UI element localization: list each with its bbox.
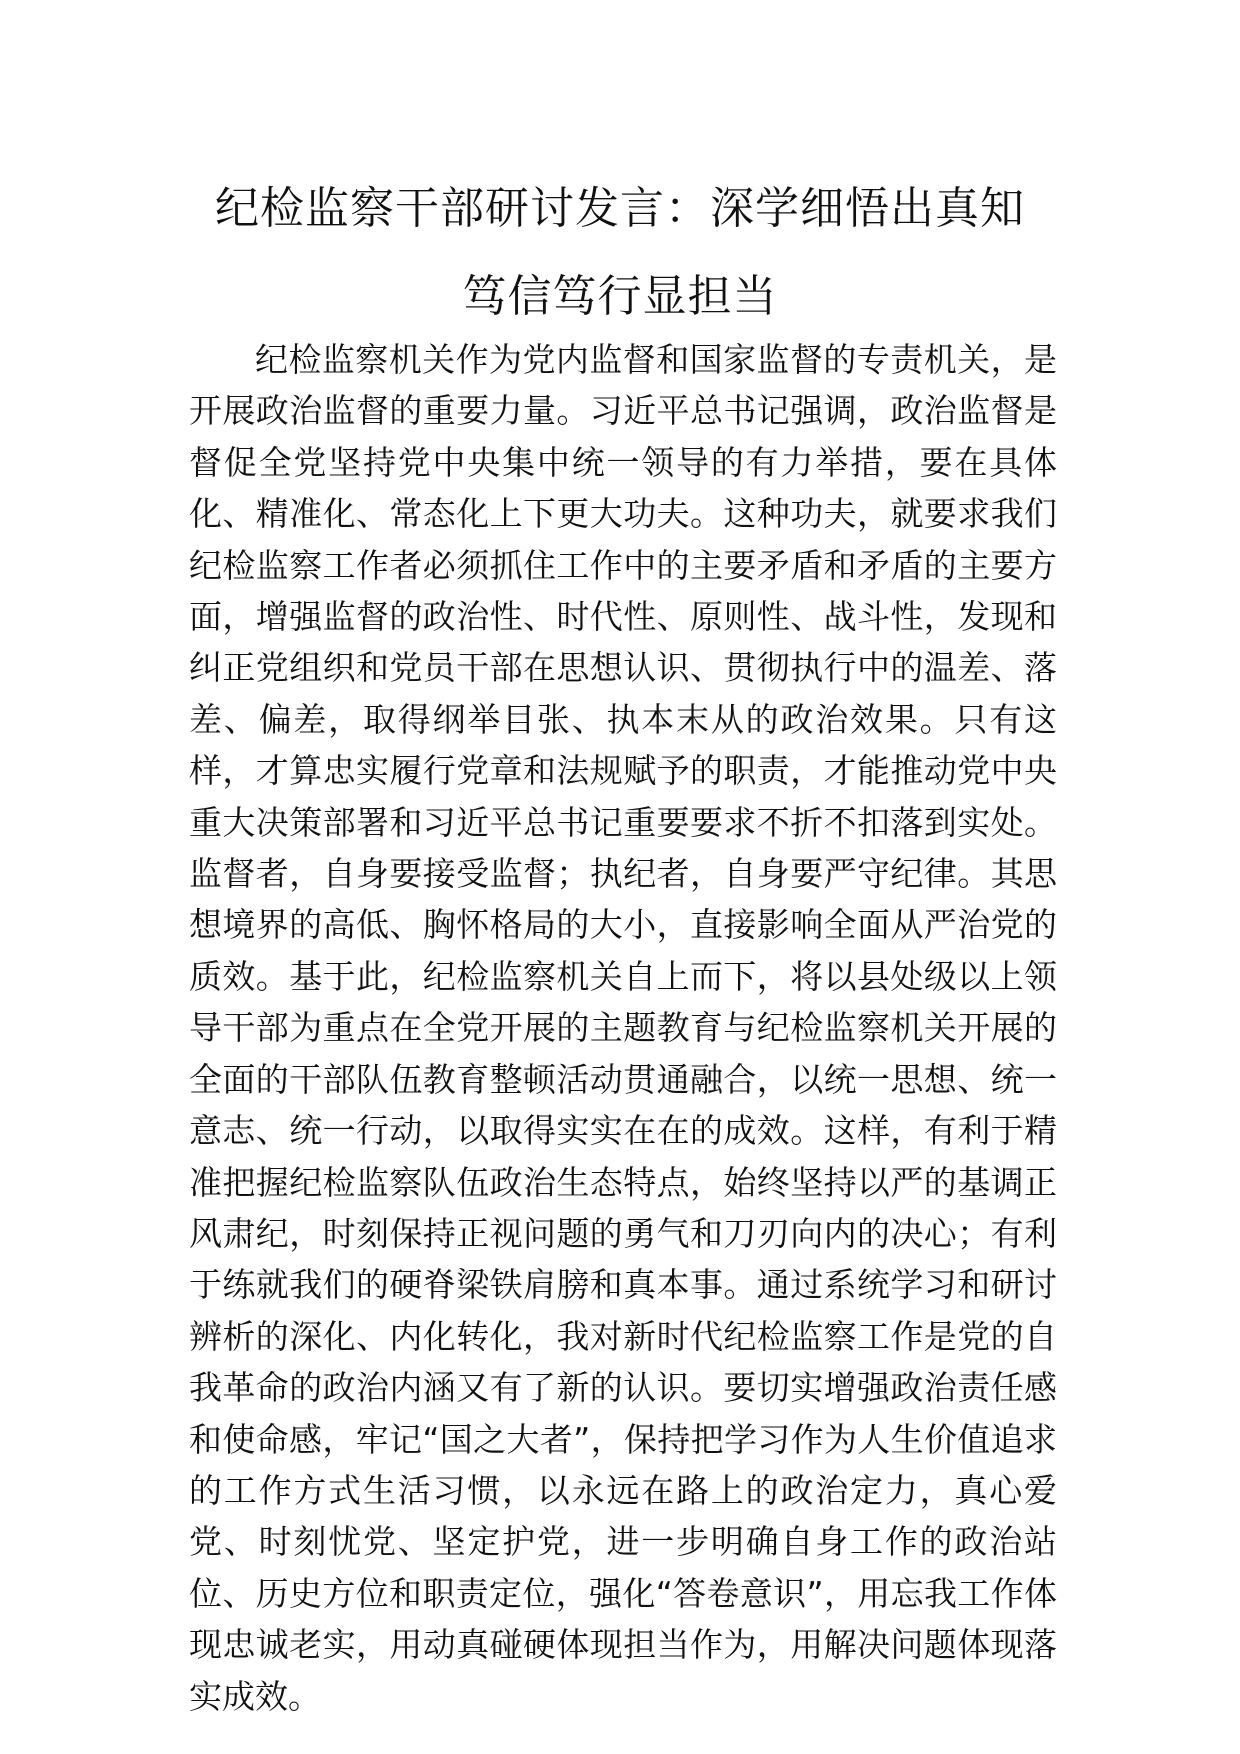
title-line-1: 纪检监察干部研讨发言：深学细悟出真知 bbox=[215, 183, 1025, 234]
title-line-2: 笃信笃行显担当 bbox=[462, 271, 778, 322]
body-paragraph: 纪检监察机关作为党内监督和国家监督的专责机关，是开展政治监督的重要力量。习近平总书记强调，政治监督是督促全党坚持党中央集中统一领导的有力举措，要在具体化、精准化、常态化上下更大功夫。这种功夫，就要求我们纪检监察工作者必须抓住工作中的主要矛盾和矛盾的主要方面，增强监督的政治性、时代性、原则性、战斗性，发现和纠正党组织和党员干部在思想认识、贯彻执行中的温差、落差、偏差，取得纲举目张、执本末从的政治效果。只有这样，才算忠实履行党章和法规赋予的职责，才能推动党中央重大决策部署和习近平总书记重要要求不折不扣落到实处。监督者，自身要接受监督；执纪者，自身要严守纪律。其思想境界的高低、胸怀格局的大小，直接影响全面从严治党的质效。基于此，纪检监察机关自上而下，将以县处级以上领导干部为重点在全党开展的主题教育与纪检监察机关开展的全面的干部队伍教育整顿活动贯通融合，以统一思想、统一意志、统一行动，以取得实实在在的成效。这样，有利于精准把握纪检监察队伍政治生态特点，始终坚持以严的基调正风肃纪，时刻保持正视问题的勇气和刀刃向内的决心；有利于练就我们的硬脊梁铁肩膀和真本事。通过系统学习和研讨辨析的深化、内化转化，我对新时代纪检监察工作是党的自我革命的政治内涵又有了新的认识。要切实增强政治责任感和使命感，牢记“国之大者”，保持把学习作为人生价值追求的工作方式生活习惯，以永远在路上的政治定力，真心爱党、时刻忧党、坚定护党，进一步明确自身工作的政治站位、历史方位和职责定位，强化“答卷意识”，用忘我工作体现忠诚老实，用动真碰硬体现担当作为，用解决问题体现落实成效。 bbox=[189, 340, 1057, 1716]
document-title bbox=[190, 165, 1050, 341]
